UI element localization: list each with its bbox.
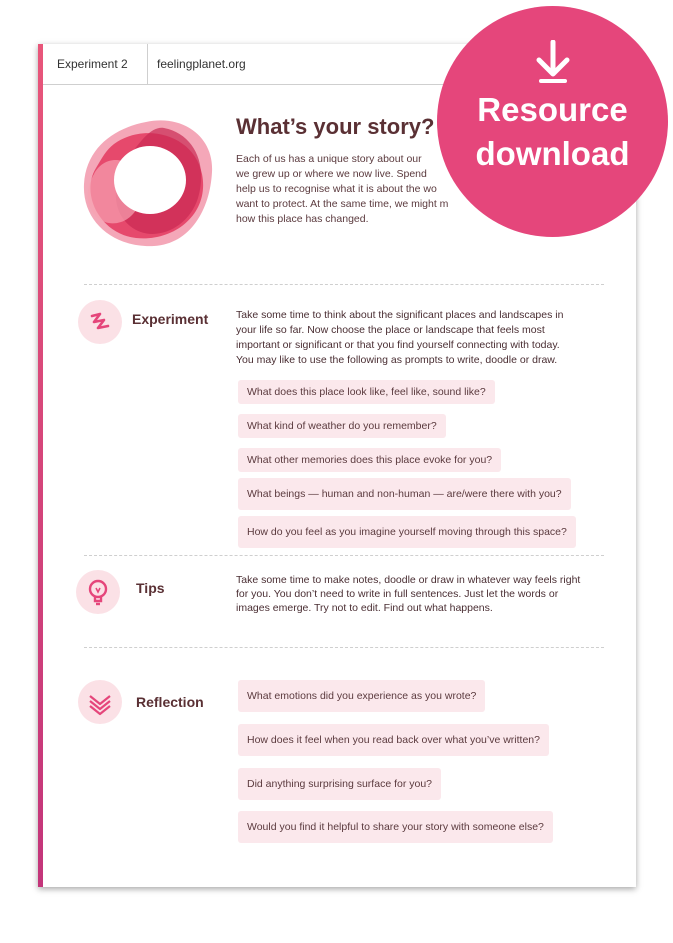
tips-text xyxy=(236,573,580,615)
download-arrow-icon xyxy=(533,40,573,84)
intro-line: Each of us has a unique story about our xyxy=(236,153,422,165)
intro-line: we grew up or where we now live. Spend xyxy=(236,168,427,180)
intro-line: help us to recognise what it is about the wo xyxy=(236,183,437,195)
tips-line: images emerge. Try not to edit. Find out what happens. xyxy=(236,602,493,614)
section-divider xyxy=(84,647,604,648)
intro-line: how this place has changed. xyxy=(236,213,369,225)
resource-download-button[interactable] xyxy=(437,6,668,237)
experiment-label: Experiment 2 xyxy=(57,57,128,71)
tips-line: for you. You don’t need to write in full sentences. Just let the words or xyxy=(236,588,559,600)
prompt-pill: What does this place look like, feel like, sound like? xyxy=(238,380,495,404)
reflection-pill: What emotions did you experience as you wrote? xyxy=(238,680,485,712)
squiggle-icon xyxy=(78,300,122,344)
badge-label xyxy=(437,88,668,176)
accent-bar xyxy=(38,44,43,887)
section-divider xyxy=(84,284,604,285)
experiment-line: Take some time to think about the significant places and landscapes in xyxy=(236,309,564,321)
experiment-text xyxy=(236,308,563,368)
experiment-line: your life so far. Now choose the place or landscape that feels most xyxy=(236,324,545,336)
reflection-pill: How does it feel when you read back over what you’ve written? xyxy=(238,724,549,756)
tips-line: Take some time to make notes, doodle or draw in whatever way feels right xyxy=(236,574,581,586)
layers-icon xyxy=(78,680,122,724)
blob-illustration xyxy=(74,114,224,254)
experiment-line: You may like to use the following as prompts to write, doodle or draw. xyxy=(236,354,558,366)
intro-line: want to protect. At the same time, we might m xyxy=(236,198,449,210)
experiment-heading: Experiment xyxy=(132,311,209,327)
reflection-pill: Would you find it helpful to share your story with someone else? xyxy=(238,811,553,843)
prompt-pill: What kind of weather do you remember? xyxy=(238,414,446,438)
badge-line-1: Resource xyxy=(477,91,628,128)
experiment-line: important or significant or that you find yourself connecting with today. xyxy=(236,339,560,351)
badge-line-2: download xyxy=(475,135,630,172)
prompt-pill: What beings — human and non-human — are/were there with you? xyxy=(238,478,571,510)
tips-heading: Tips xyxy=(136,580,165,596)
prompt-pill: How do you feel as you imagine yourself moving through this space? xyxy=(238,516,576,548)
reflection-heading: Reflection xyxy=(136,694,204,710)
reflection-pill: Did anything surprising surface for you? xyxy=(238,768,441,800)
site-link[interactable]: feelingplanet.org xyxy=(157,57,246,71)
header-divider xyxy=(147,44,148,84)
page-title: What’s your story? xyxy=(236,114,435,139)
prompt-pill: What other memories does this place evoke for you? xyxy=(238,448,501,472)
section-divider xyxy=(84,555,604,556)
lightbulb-icon xyxy=(76,570,120,614)
